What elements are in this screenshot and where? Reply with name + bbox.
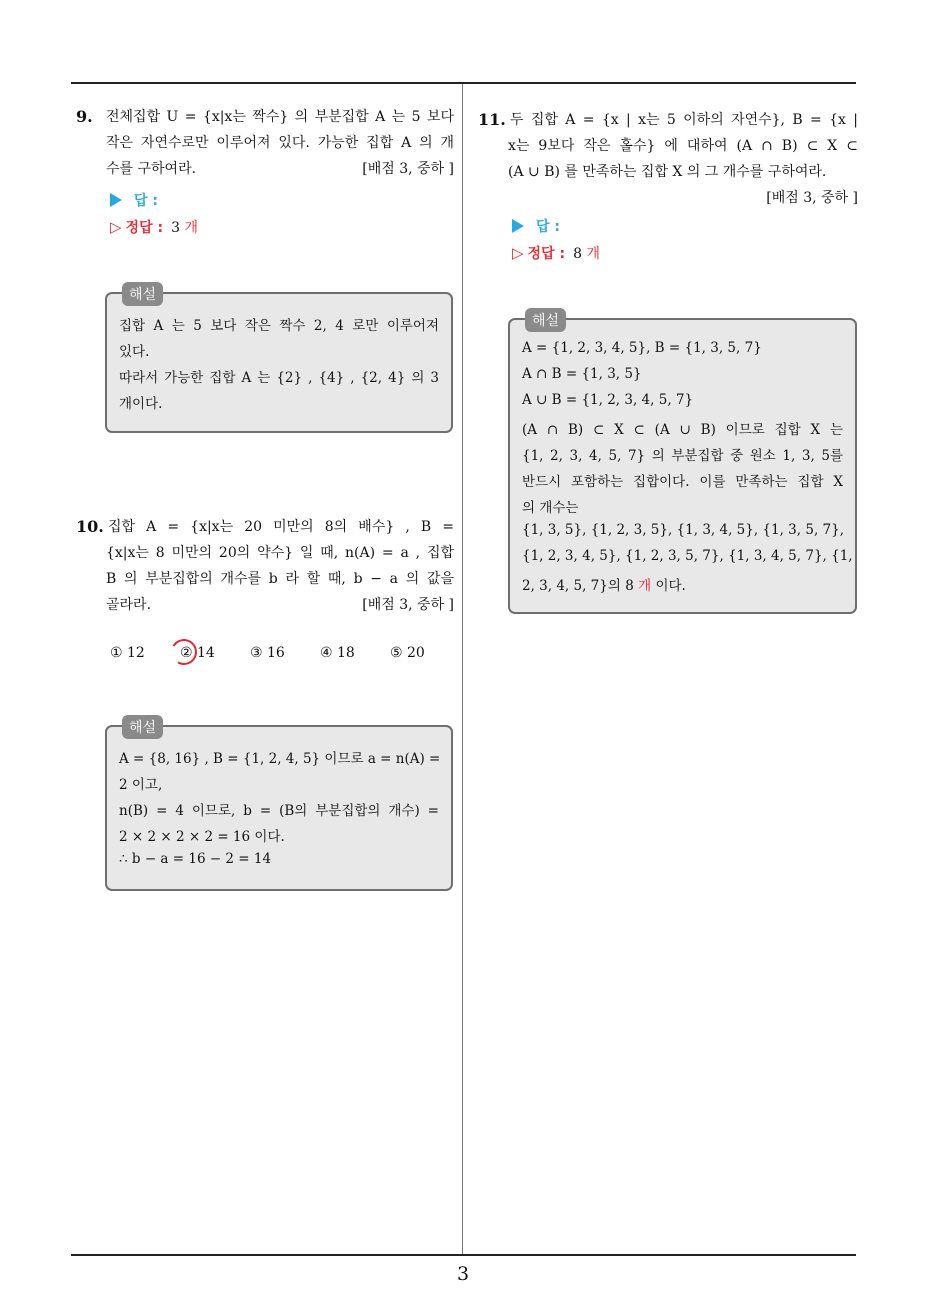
question-text-line: 집합 A = {x|x는 20 미만의 8의 배수} , B =	[108, 519, 454, 535]
question-text-line: 두 집합 A = {x | x는 5 이하의 자연수}, B = {x |	[510, 112, 858, 128]
top-rule	[71, 82, 856, 84]
bottom-rule	[71, 1254, 856, 1256]
solution-last-prefix: 2, 3, 4, 5, 7}의 8	[522, 578, 634, 594]
play-arrow-icon	[110, 193, 122, 207]
solution-line: (A ∩ B) ⊂ X ⊂ (A ∪ B) 이므로 집합 X 는	[522, 422, 843, 438]
solution-line: 있다.	[119, 344, 150, 360]
question-text-line: (A ∪ B) 를 만족하는 집합 X 의 그 개수를 구하여라.	[508, 164, 827, 180]
solution-box	[105, 720, 453, 891]
solution-box	[105, 287, 453, 433]
question-meta: [배점 3, 중하 ]	[362, 161, 454, 177]
choice-5[interactable]: ⑤ 20	[390, 645, 425, 661]
correct-answer-row	[512, 243, 600, 263]
question-text-line: {x|x는 8 미만의 20의 약수} 일 때, n(A) = a , 집합	[106, 545, 454, 561]
solution-line: n(B) = 4 이므로, b = (B의 부분집합의 개수) =	[119, 803, 439, 819]
question-10	[76, 514, 454, 624]
solution-box	[508, 313, 857, 614]
choice-list	[110, 645, 450, 667]
answer-row	[512, 216, 560, 236]
solution-line: 2 이고,	[119, 777, 163, 793]
solution-line: A = {1, 2, 3, 4, 5}, B = {1, 3, 5, 7}	[522, 340, 762, 356]
solution-line: A = {8, 16} , B = {1, 2, 4, 5} 이므로 a = n(A) =	[119, 751, 441, 767]
choice-2[interactable]	[180, 645, 215, 661]
question-11	[478, 107, 858, 207]
question-number: 10.	[76, 517, 104, 536]
solution-tag: 해설	[525, 308, 566, 332]
solution-line: 따라서 가능한 집합 A 는 {2} , {4} , {2, 4} 의 3	[119, 370, 439, 386]
question-meta: [배점 3, 중하 ]	[362, 597, 454, 613]
correct-answer-value: 8	[573, 246, 582, 262]
solution-line: {1, 3, 5}, {1, 2, 3, 5}, {1, 3, 4, 5}, {1, 3, 5, 7},	[522, 522, 844, 538]
question-9	[76, 104, 454, 194]
correct-answer-unit: 개	[586, 246, 600, 262]
solution-last-red: 개	[638, 578, 652, 594]
question-text-line: 작은 자연수로만 이루어져 있다. 가능한 집합 A 의 개	[106, 135, 454, 151]
answer-label: 답 :	[536, 219, 560, 235]
solution-line: 2 × 2 × 2 × 2 = 16 이다.	[119, 829, 285, 845]
outline-arrow-icon: ▷	[110, 218, 122, 236]
answer-row	[110, 190, 158, 210]
question-number: 9.	[76, 107, 93, 126]
column-divider	[462, 84, 463, 1254]
solution-line: ∴ b − a = 16 − 2 = 14	[119, 851, 272, 867]
question-meta: [배점 3, 중하 ]	[766, 190, 858, 206]
solution-tag: 해설	[122, 715, 163, 739]
question-text-line: 골라라.	[106, 597, 152, 613]
correct-answer-label: 정답 :	[527, 246, 566, 262]
solution-line: {1, 2, 3, 4, 5}, {1, 2, 3, 5, 7}, {1, 3, 4, 5, 7}, {1,	[522, 548, 853, 564]
selected-circle-mark	[168, 636, 200, 668]
question-text-line: B 의 부분집합의 개수를 b 라 할 때, b − a 의 값을	[106, 571, 454, 587]
outline-arrow-icon: ▷	[512, 244, 524, 262]
play-arrow-icon	[512, 219, 524, 233]
choice-3[interactable]: ③ 16	[250, 645, 285, 661]
solution-line: A ∪ B = {1, 2, 3, 4, 5, 7}	[522, 392, 694, 408]
solution-last-suffix: 이다.	[655, 578, 686, 594]
solution-line: 집합 A 는 5 보다 작은 짝수 2, 4 로만 이루어져	[119, 318, 439, 334]
choice-1[interactable]: ① 12	[110, 645, 145, 661]
page-number: 3	[456, 1263, 470, 1285]
solution-line: 개이다.	[119, 396, 163, 412]
choice-4[interactable]: ④ 18	[320, 645, 355, 661]
question-text-line: 수를 구하여라.	[106, 161, 197, 177]
solution-line	[522, 574, 843, 594]
solution-line: 의 개수는	[522, 500, 579, 516]
question-text-line: x는 9보다 작은 홀수} 에 대하여 (A ∩ B) ⊂ X ⊂	[508, 138, 858, 154]
question-number: 11.	[478, 110, 506, 129]
question-text-line: 전체집합 U = {x|x는 짝수} 의 부분집합 A 는 5 보다	[106, 109, 454, 125]
solution-line: A ∩ B = {1, 3, 5}	[522, 366, 642, 382]
correct-answer-label: 정답 :	[125, 220, 164, 236]
solution-line: {1, 2, 3, 4, 5, 7} 의 부분집합 중 원소 1, 3, 5를	[522, 448, 843, 464]
correct-answer-row	[110, 217, 198, 237]
solution-tag: 해설	[122, 282, 163, 306]
solution-line: 반드시 포함하는 집합이다. 이를 만족하는 집합 X	[522, 474, 843, 490]
correct-answer-value: 3	[171, 220, 180, 236]
answer-label: 답 :	[134, 193, 158, 209]
choice-2-label: ② 14	[180, 645, 215, 661]
correct-answer-unit: 개	[184, 220, 198, 236]
